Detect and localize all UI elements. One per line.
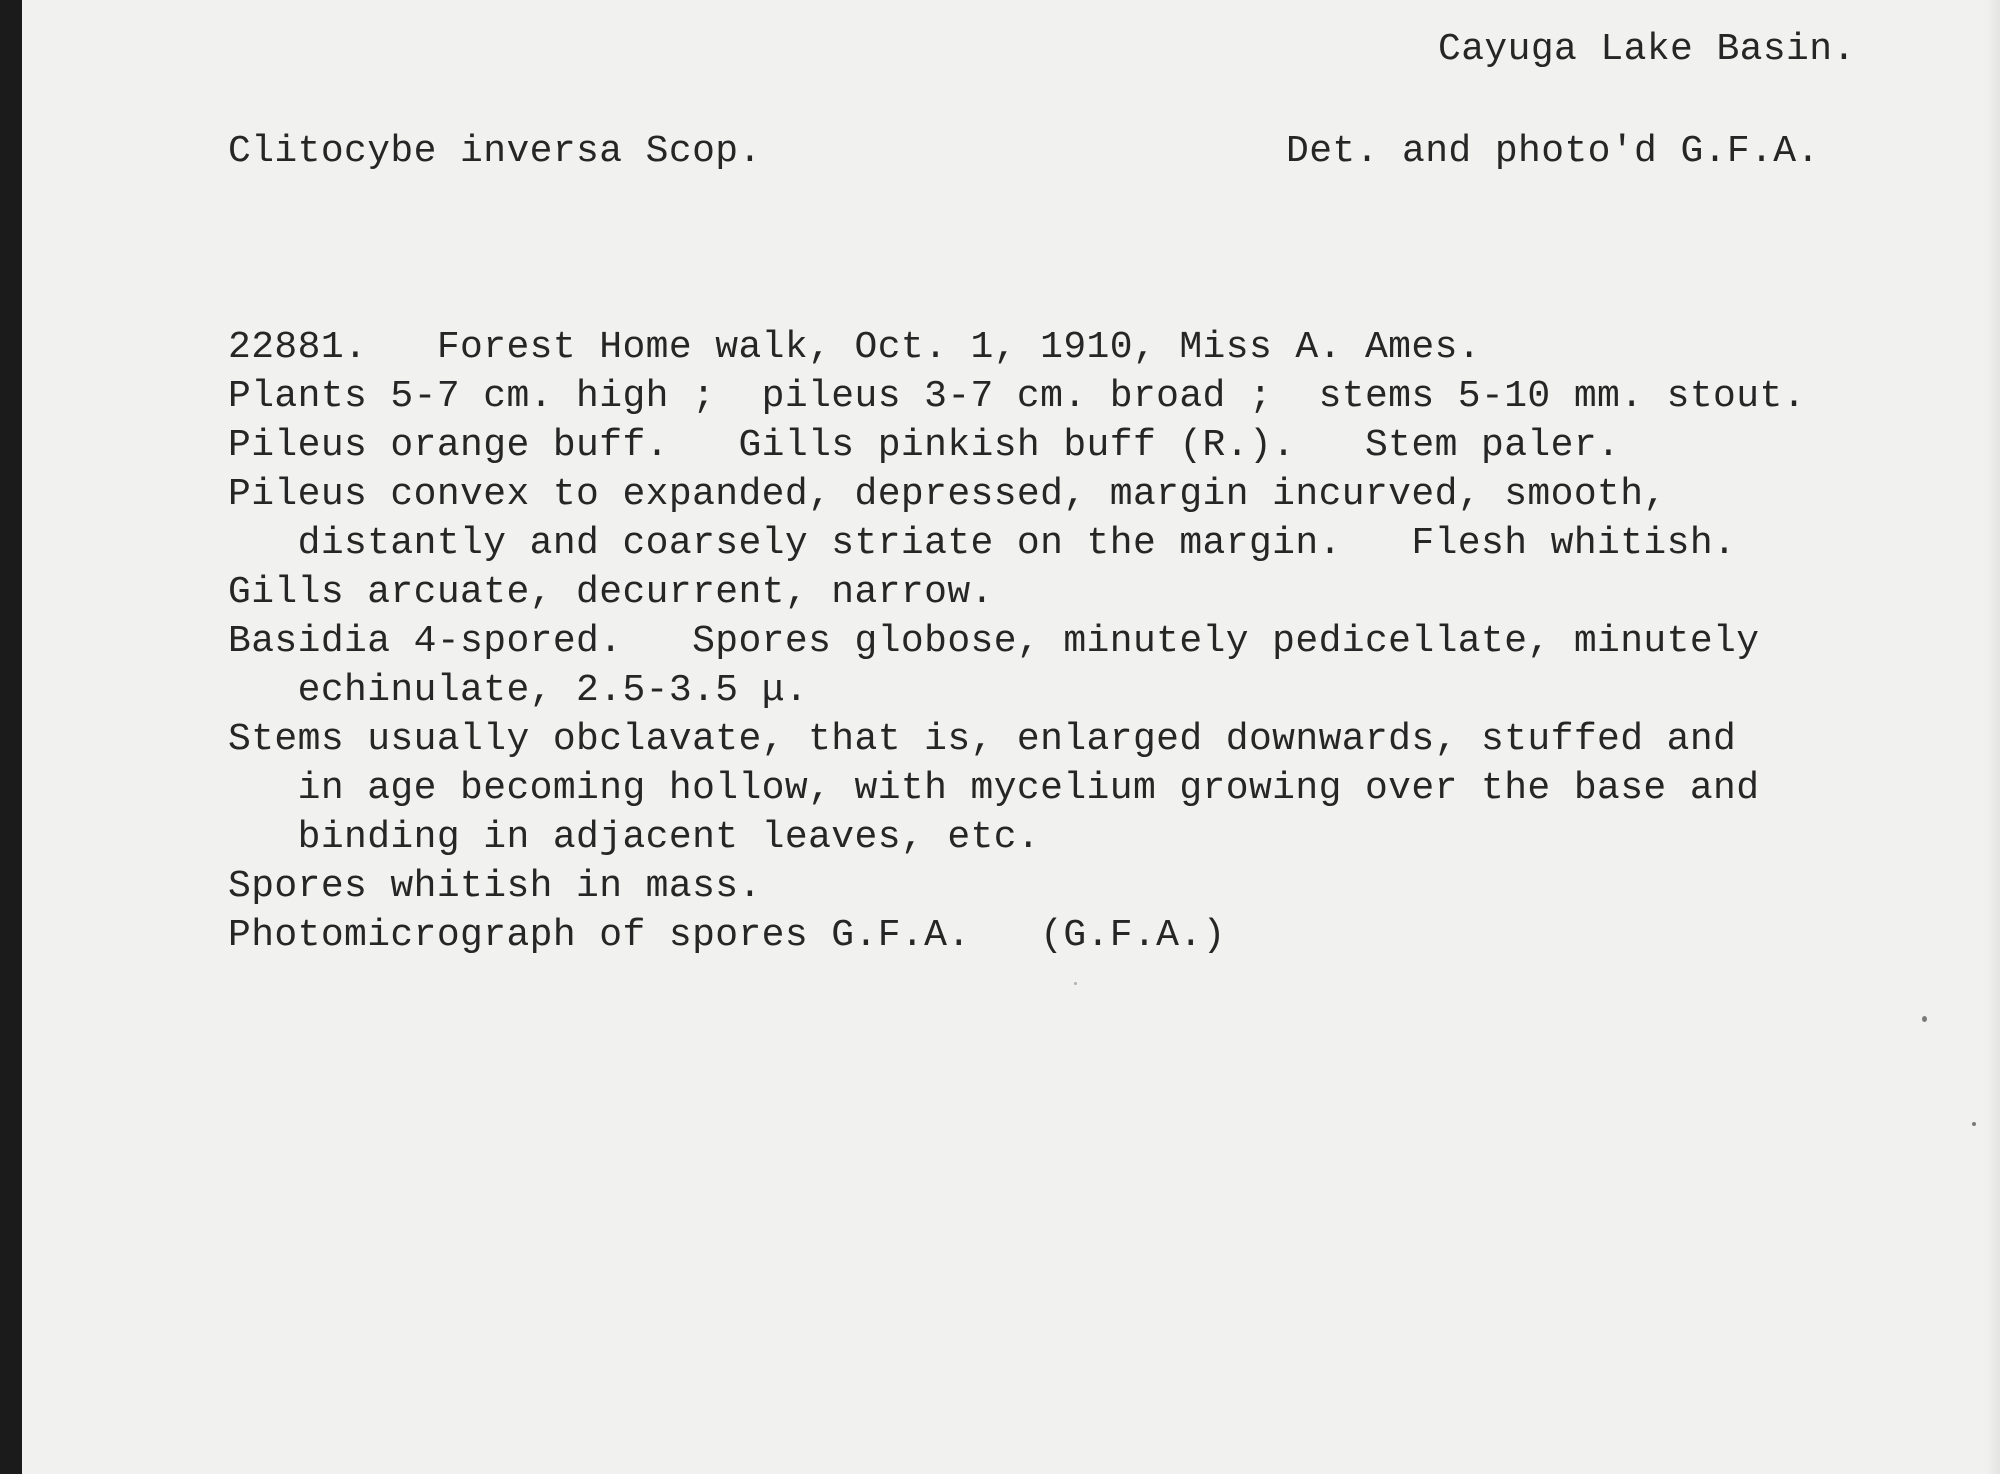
paper-speck [1922,1016,1927,1022]
basin-label: Cayuga Lake Basin. [1438,28,1856,71]
paper-speck [1972,1122,1976,1126]
description-line: Pileus orange buff. Gills pinkish buff (R.). Stem paler. [228,424,1621,467]
description-line: echinulate, 2.5-3.5 μ. [228,669,809,712]
description-line: Plants 5-7 cm. high ; pileus 3-7 cm. broad ; stems 5-10 mm. stout. [228,375,1806,418]
species-name: Clitocybe inversa Scop. [228,130,762,173]
description-line: Spores whitish in mass. [228,865,762,908]
description-line: Basidia 4-spored. Spores globose, minutely pedicellate, minutely [228,620,1760,663]
paper-speck [1074,982,1077,985]
description-line: Photomicrograph of spores G.F.A. (G.F.A.) [228,914,1226,957]
index-card [22,0,2000,1474]
collection-record: 22881. Forest Home walk, Oct. 1, 1910, Miss A. Ames. [228,326,1481,369]
description-line: in age becoming hollow, with mycelium growing over the base and [228,767,1760,810]
description-line: Stems usually obclavate, that is, enlarged downwards, stuffed and [228,718,1737,761]
description-line: binding in adjacent leaves, etc. [228,816,1041,859]
determination-note: Det. and photo'd G.F.A. [1286,130,1820,173]
description-line: Pileus convex to expanded, depressed, margin incurved, smooth, [228,473,1667,516]
description-line: distantly and coarsely striate on the margin. Flesh whitish. [228,522,1737,565]
card-edge [1986,0,2000,1474]
description-line: Gills arcuate, decurrent, narrow. [228,571,994,614]
